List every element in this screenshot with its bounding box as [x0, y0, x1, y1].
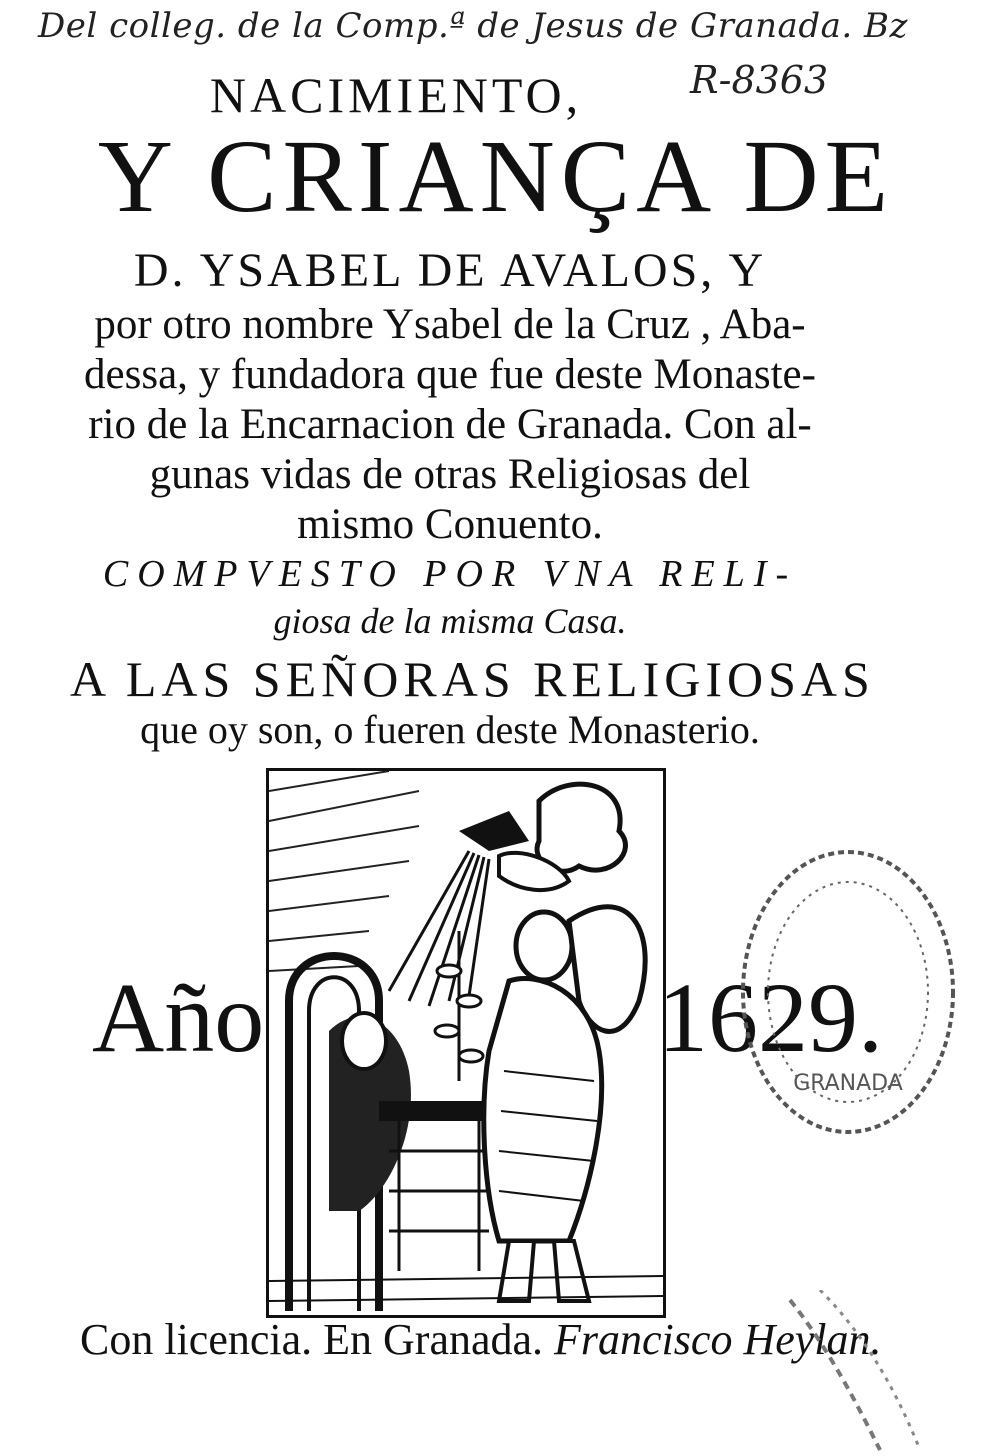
library-stamp [718, 842, 958, 1142]
imprint-printer: Francisco Heylan. [554, 1315, 882, 1364]
stamp-text: GRANADA [793, 1071, 903, 1096]
body-line-3: dessa, y fundadora que fue deste Monaste- [84, 351, 816, 398]
body-line-1: D. YSABEL DE AVALOS, Y [133, 244, 767, 297]
body-line-6: mismo Conuento. [297, 501, 603, 548]
year-label: Año [92, 962, 265, 1073]
imprint-line [80, 1314, 882, 1365]
ownership-handwritten-note: Del colleg. de la Comp.ª de Jesus de Granada. Bz [38, 6, 908, 46]
edge-stamp-fragment [760, 1290, 960, 1452]
author-line-2: giosa de la misma Casa. [273, 601, 627, 641]
year-value: 1629. [658, 962, 883, 1073]
shelf-mark-handwritten: R-8363 [690, 58, 829, 102]
body-line-4: rio de la Encarnacion de Granada. Con al- [88, 401, 812, 448]
annunciation-woodcut [266, 768, 666, 1318]
dedication-line-1: A LAS SEÑORAS RELIGIOSAS [70, 651, 875, 707]
author-line-1: COMPVESTO POR VNA RELI- [102, 553, 798, 595]
body-line-2: por otro nombre Ysabel de la Cruz , Aba- [94, 301, 806, 348]
imprint-place: Con licencia. En Granada. [80, 1315, 544, 1364]
body-line-5: gunas vidas de otras Religiosas del [149, 451, 751, 498]
dedication-line-2: que oy son, o fueren deste Monasterio. [140, 707, 760, 752]
title-line-1: NACIMIENTO, [209, 67, 583, 123]
title-line-2: Y CRIANÇA DE [97, 119, 895, 234]
